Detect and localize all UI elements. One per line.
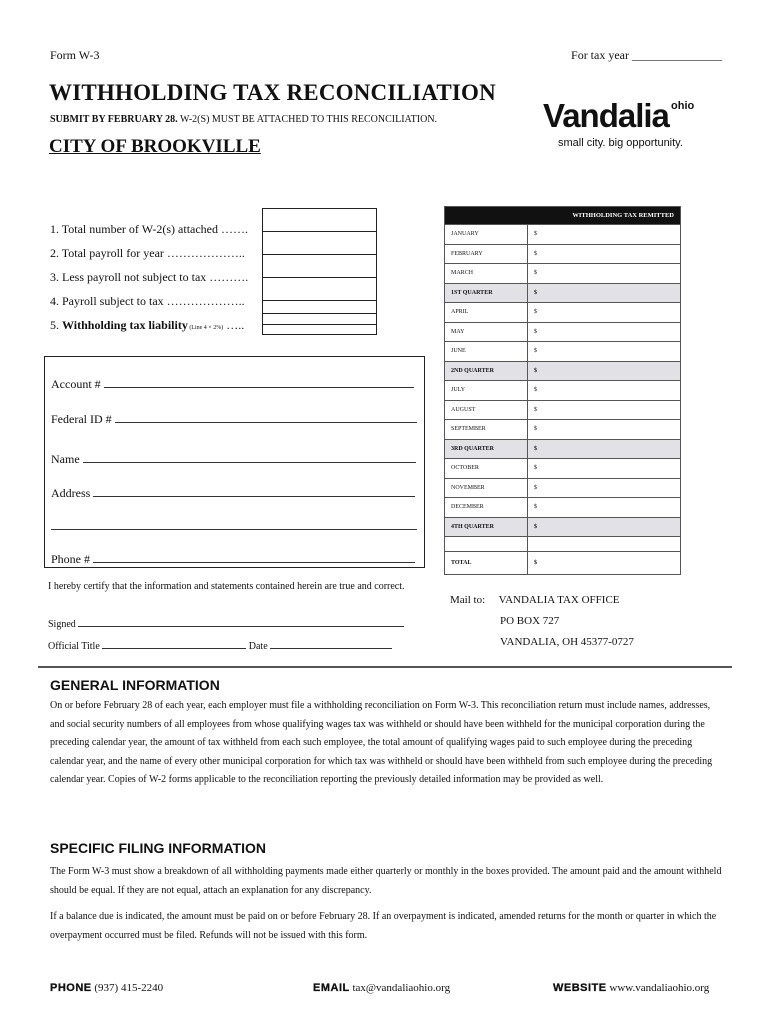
date-label: Date (246, 641, 271, 652)
vandalia-logo (543, 97, 698, 155)
month-row (445, 400, 681, 420)
mail-to-label: Mail to: (450, 594, 486, 606)
line-5-formula: (Line 4 × 2%) (187, 325, 224, 331)
month-row (445, 420, 681, 440)
phone-value: (937) 415-2240 (94, 982, 164, 994)
period-label (445, 537, 528, 552)
phone-input[interactable] (93, 550, 415, 563)
month-row (445, 498, 681, 518)
month-row (445, 303, 681, 323)
address-line-2-input[interactable] (51, 517, 417, 530)
account-field[interactable] (51, 375, 414, 392)
line-5-bold: Withholding tax liability (62, 318, 188, 332)
period-label: MARCH (445, 264, 528, 284)
logo-ohio: ohio (671, 100, 695, 112)
quarter-row (445, 517, 681, 537)
line-1-input[interactable] (262, 208, 377, 231)
logo-wordmark: Vandalia (543, 97, 669, 134)
certification-text: I hereby certify that the information and statements contained herein are true and correct. (48, 581, 405, 592)
period-label: NOVEMBER (445, 478, 528, 498)
email-value[interactable]: tax@vandaliaohio.org (352, 982, 451, 994)
account-input[interactable] (104, 375, 414, 388)
month-row (445, 264, 681, 284)
amount-input[interactable]: $ (528, 420, 681, 440)
line-1-label: 1. Total number of W-2(s) attached ……. (50, 222, 248, 236)
quarter-row (445, 283, 681, 303)
mail-to-block (450, 590, 634, 653)
submit-instruction (50, 114, 437, 125)
period-label: 1ST QUARTER (445, 283, 528, 303)
official-title-input[interactable] (102, 638, 246, 649)
address-input[interactable] (93, 484, 415, 497)
period-label: 2ND QUARTER (445, 361, 528, 381)
spacer-row (445, 537, 681, 552)
amount-input[interactable]: $ (528, 283, 681, 303)
mail-line-1 (450, 590, 634, 611)
signed-label: Signed (48, 619, 79, 630)
tax-year-field[interactable]: For tax year _______________ (571, 48, 722, 62)
month-row (445, 381, 681, 401)
date-input[interactable] (270, 638, 392, 649)
phone-field[interactable] (51, 550, 415, 567)
period-label: TOTAL (445, 552, 528, 575)
line-3-input[interactable] (262, 254, 377, 277)
line-2-label: 2. Total payroll for year ……………….. (50, 246, 245, 260)
amount-input[interactable]: $ (528, 478, 681, 498)
phone-key: PHONE (50, 982, 92, 994)
quarter-row (445, 361, 681, 381)
month-row (445, 225, 681, 245)
mail-pobox: PO BOX 727 (500, 615, 560, 627)
footer-email (313, 982, 450, 994)
period-label: 4TH QUARTER (445, 517, 528, 537)
federal-id-input[interactable] (115, 410, 417, 423)
mail-city: VANDALIA, OH 45377-0727 (500, 636, 634, 648)
amount-input[interactable]: $ (528, 303, 681, 323)
logo-tagline: small city. big opportunity. (558, 137, 683, 149)
amount-input[interactable]: $ (528, 459, 681, 479)
quarter-row (445, 439, 681, 459)
specific-filing-para-1: The Form W-3 must show a breakdown of all withholding payments made either quarterly or monthly in the boxes provided. The amount paid and the amount withheld should be equal. If they are not equal, attach an explanation for any discrepancy. (50, 866, 722, 896)
line-5-liability-input[interactable] (262, 313, 377, 335)
website-key: WEBSITE (553, 982, 607, 994)
amount-input[interactable]: $ (528, 322, 681, 342)
amount-input[interactable]: $ (528, 400, 681, 420)
specific-filing-para-2: If a balance due is indicated, the amount must be paid on or before February 28. If an overpayment is indicated, amended returns for the month or quarter in which the overpayment occurred must be filed. Refunds will not be issued with this form. (50, 911, 717, 941)
email-key: EMAIL (313, 982, 350, 994)
amount-input[interactable]: $ (528, 517, 681, 537)
phone-label: Phone # (51, 552, 93, 566)
month-row (445, 459, 681, 479)
name-input[interactable] (83, 450, 416, 463)
line-2-input[interactable] (262, 231, 377, 254)
federal-id-label: Federal ID # (51, 412, 115, 426)
signed-input[interactable] (78, 616, 404, 627)
table-header: WITHHOLDING TAX REMITTED (445, 207, 681, 225)
amount-input[interactable]: $ (528, 225, 681, 245)
amount-input[interactable]: $ (528, 439, 681, 459)
period-label: JUNE (445, 342, 528, 362)
section-divider (38, 666, 732, 668)
official-title-label: Official Title (48, 641, 103, 652)
line-5-label (50, 318, 244, 333)
website-value[interactable]: www.vandaliaohio.org (609, 982, 710, 994)
submit-note: W-2(S) MUST BE ATTACHED TO THIS RECONCILIATION. (177, 114, 438, 125)
official-title-field[interactable] (48, 638, 392, 652)
table-header-row (445, 207, 681, 225)
month-row (445, 478, 681, 498)
line-3-label: 3. Less payroll not subject to tax ………. (50, 270, 249, 284)
general-info-heading: GENERAL INFORMATION (50, 677, 220, 693)
footer-website (553, 982, 709, 994)
line-5-number: 5. (50, 318, 62, 332)
period-label: APRIL (445, 303, 528, 323)
period-label: MAY (445, 322, 528, 342)
specific-filing-heading: SPECIFIC FILING INFORMATION (50, 840, 266, 856)
page-title: WITHHOLDING TAX RECONCILIATION (49, 80, 496, 105)
amount-input[interactable]: $ (528, 381, 681, 401)
line-5-dots: ….. (223, 318, 245, 332)
amount-input[interactable]: $ (528, 498, 681, 518)
period-label: JULY (445, 381, 528, 401)
period-label: DECEMBER (445, 498, 528, 518)
signed-field[interactable] (48, 616, 404, 630)
withholding-remitted-table (444, 206, 681, 575)
line-4-label: 4. Payroll subject to tax ……………….. (50, 294, 245, 308)
city-title: CITY OF BROOKVILLE (49, 136, 261, 157)
amount-input (528, 537, 681, 552)
name-label: Name (51, 452, 83, 466)
amount-input[interactable]: $ (528, 342, 681, 362)
address-field[interactable] (51, 484, 415, 501)
name-field[interactable] (51, 450, 416, 467)
month-row (445, 322, 681, 342)
general-info-text: On or before February 28 of each year, each employer must file a withholding reconciliation on Form W-3. This reconciliation return must include names, addresses, and social security numbers of all employees from whose qualifying wages tax was withheld or should have been withheld for the municipal corporation during the preceding calendar year, the amount of tax withheld from each such employee, the total amount of qualifying wages paid to such employee during the preceding calendar year, and the name of every other municipal corporation for which tax was withheld or should have been withheld from such employee during the preceding calendar year. Copies of W-2 forms applicable to the reconciliation reporting the previously detailed information may be provided as well. (50, 700, 713, 785)
month-row (445, 342, 681, 362)
address-line-2-field[interactable] (51, 517, 417, 534)
period-label: 3RD QUARTER (445, 439, 528, 459)
month-row (445, 244, 681, 264)
submit-deadline: SUBMIT BY FEBRUARY 28. (50, 114, 178, 125)
mail-office: VANDALIA TAX OFFICE (498, 594, 620, 606)
amount-input[interactable]: $ (528, 361, 681, 381)
form-label: Form W-3 (50, 48, 100, 62)
line-4-input[interactable] (262, 277, 377, 300)
period-label: AUGUST (445, 400, 528, 420)
account-label: Account # (51, 377, 104, 391)
amount-input[interactable]: $ (528, 244, 681, 264)
footer-phone (50, 982, 163, 994)
amount-input[interactable]: $ (528, 264, 681, 284)
address-label: Address (51, 486, 94, 500)
federal-id-field[interactable] (51, 410, 417, 427)
total-row (445, 552, 681, 575)
period-label: SEPTEMBER (445, 420, 528, 440)
period-label: JANUARY (445, 225, 528, 245)
amount-input[interactable]: $ (528, 552, 681, 575)
period-label: OCTOBER (445, 459, 528, 479)
period-label: FEBRUARY (445, 244, 528, 264)
